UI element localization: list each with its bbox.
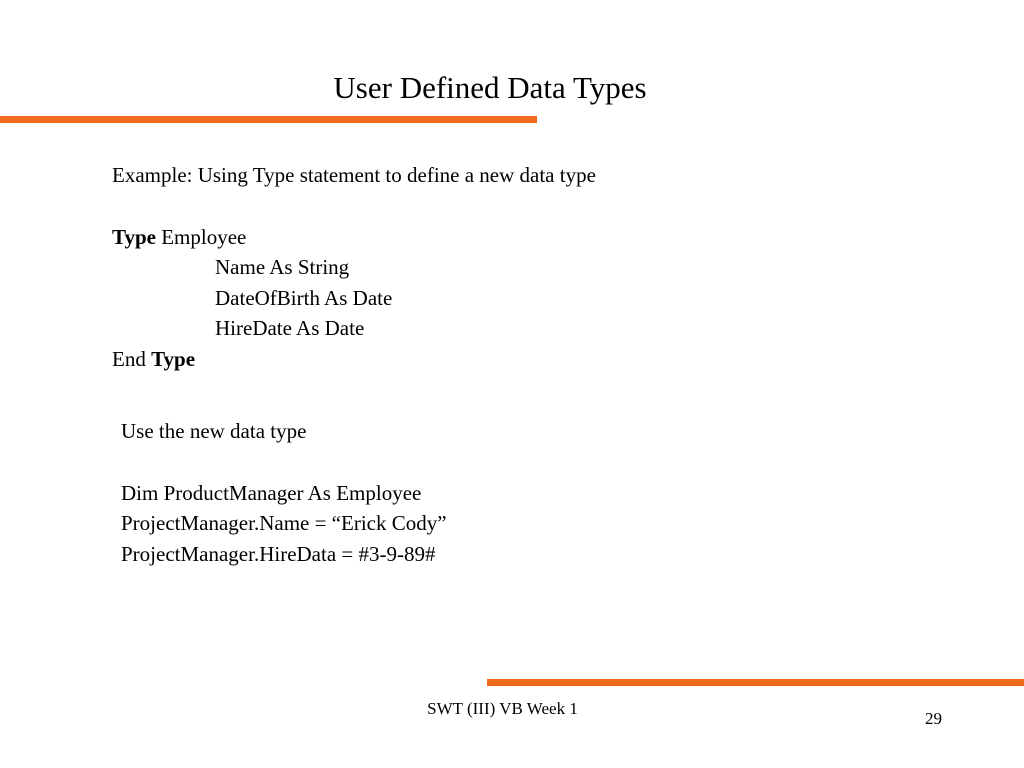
top-accent-bar — [0, 116, 537, 123]
usage-block — [121, 416, 447, 569]
field-line: Name As String — [215, 255, 350, 279]
usage-heading: Use the new data type — [121, 419, 307, 443]
type-close-line — [112, 344, 596, 375]
code-line: Dim ProductManager As Employee — [121, 480, 422, 505]
type-open-line — [112, 222, 596, 253]
type-keyword: Type — [112, 224, 156, 249]
code-line: ProjectManager.HireData = #3-9-89# — [121, 541, 436, 566]
example-heading: Example: Using Type statement to define a new data type — [112, 163, 596, 187]
field-line: HireDate As Date — [215, 316, 365, 340]
footer-course: SWT (III) VB Week 1 — [427, 699, 578, 718]
end-type-keyword: Type — [151, 346, 196, 371]
bottom-accent-bar — [487, 679, 1024, 686]
field-line: DateOfBirth As Date — [215, 285, 393, 310]
code-line: ProjectManager.Name = “Erick Cody” — [121, 511, 447, 535]
type-name: Employee — [161, 224, 247, 249]
slide-title: User Defined Data Types — [333, 70, 647, 105]
page-number: 29 — [925, 709, 942, 728]
type-definition-block — [112, 160, 596, 374]
end-prefix: End — [112, 346, 146, 371]
